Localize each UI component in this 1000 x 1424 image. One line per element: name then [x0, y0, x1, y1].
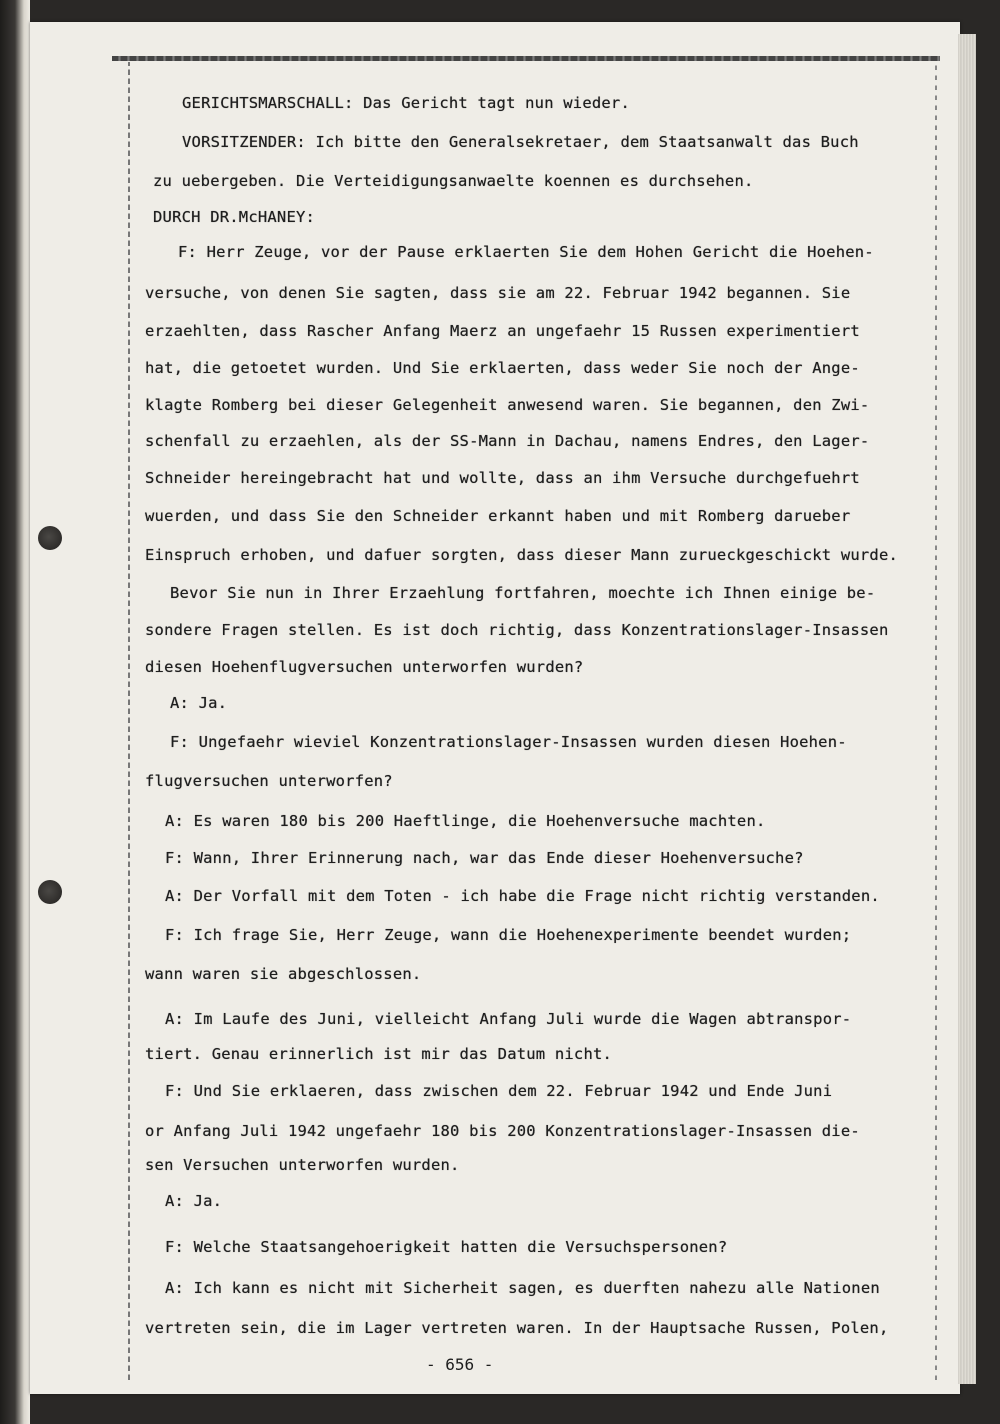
- punch-hole: [38, 880, 62, 904]
- text-line: A: Es waren 180 bis 200 Haeftlinge, die Hoehenversuche machten.: [165, 812, 766, 830]
- text-line: F: Ich frage Sie, Herr Zeuge, wann die Hoehenexperimente beendet wurden;: [165, 926, 852, 944]
- text-line: A: Im Laufe des Juni, vielleicht Anfang Juli wurde die Wagen abtranspor-: [165, 1010, 852, 1028]
- text-line: zu uebergeben. Die Verteidigungsanwaelte koennen es durchsehen.: [153, 172, 754, 190]
- frame-border-right: [935, 60, 937, 1380]
- text-line: F: Wann, Ihrer Erinnerung nach, war das Ende dieser Hoehenversuche?: [165, 849, 804, 867]
- text-line: Einspruch erhoben, und dafuer sorgten, dass dieser Mann zurueckgeschickt wurde.: [145, 546, 899, 564]
- text-line: Bevor Sie nun in Ihrer Erzaehlung fortfahren, moechte ich Ihnen einige be-: [170, 584, 876, 602]
- text-line: sen Versuchen unterworfen wurden.: [145, 1156, 460, 1174]
- text-line: flugversuchen unterworfen?: [145, 772, 393, 790]
- frame-border-left: [128, 62, 130, 1380]
- text-line: wuerden, und dass Sie den Schneider erkannt haben und mit Romberg darueber: [145, 507, 851, 525]
- text-line: wann waren sie abgeschlossen.: [145, 965, 422, 983]
- text-line: schenfall zu erzaehlen, als der SS-Mann in Dachau, namens Endres, den Lager-: [145, 432, 870, 450]
- text-line: diesen Hoehenflugversuchen unterworfen wurden?: [145, 658, 584, 676]
- text-line: Schneider hereingebracht hat und wollte, dass an ihm Versuche durchgefuehrt: [145, 469, 860, 487]
- text-line: F: Welche Staatsangehoerigkeit hatten die Versuchspersonen?: [165, 1238, 728, 1256]
- punch-hole: [38, 526, 62, 550]
- binder-shadow: [0, 0, 30, 1424]
- text-line: GERICHTSMARSCHALL: Das Gericht tagt nun wieder.: [182, 94, 630, 112]
- text-line: F: Und Sie erklaeren, dass zwischen dem 22. Februar 1942 und Ende Juni: [165, 1082, 833, 1100]
- text-line: F: Herr Zeuge, vor der Pause erklaerten Sie dem Hohen Gericht die Hoehen-: [178, 243, 874, 261]
- page-stack-edge: [958, 34, 976, 1384]
- text-line: hat, die getoetet wurden. Und Sie erklaerten, dass weder Sie noch der Ange-: [145, 359, 860, 377]
- text-line: klagte Romberg bei dieser Gelegenheit anwesend waren. Sie begannen, den Zwi-: [145, 396, 870, 414]
- text-line: F: Ungefaehr wieviel Konzentrationslager-Insassen wurden diesen Hoehen-: [170, 733, 847, 751]
- text-line: A: Ich kann es nicht mit Sicherheit sagen, es duerften nahezu alle Nationen: [165, 1279, 880, 1297]
- text-line: tiert. Genau erinnerlich ist mir das Datum nicht.: [145, 1045, 613, 1063]
- text-line: erzaehlten, dass Rascher Anfang Maerz an ungefaehr 15 Russen experimentiert: [145, 322, 860, 340]
- text-line: or Anfang Juli 1942 ungefaehr 180 bis 200 Konzentrationslager-Insassen die-: [145, 1122, 860, 1140]
- text-line: DURCH DR.McHANEY:: [153, 208, 316, 226]
- text-line: A: Der Vorfall mit dem Toten - ich habe die Frage nicht richtig verstanden.: [165, 887, 880, 905]
- text-line: A: Ja.: [170, 694, 228, 712]
- frame-border-top: [112, 56, 940, 61]
- text-line: VORSITZENDER: Ich bitte den Generalsekretaer, dem Staatsanwalt das Buch: [182, 133, 859, 151]
- text-line: A: Ja.: [165, 1192, 223, 1210]
- text-line: versuche, von denen Sie sagten, dass sie am 22. Februar 1942 begannen. Sie: [145, 284, 851, 302]
- text-line: sondere Fragen stellen. Es ist doch richtig, dass Konzentrationslager-Insassen: [145, 621, 889, 639]
- page-number: - 656 -: [426, 1355, 494, 1374]
- text-line: vertreten sein, die im Lager vertreten waren. In der Hauptsache Russen, Polen,: [145, 1319, 889, 1337]
